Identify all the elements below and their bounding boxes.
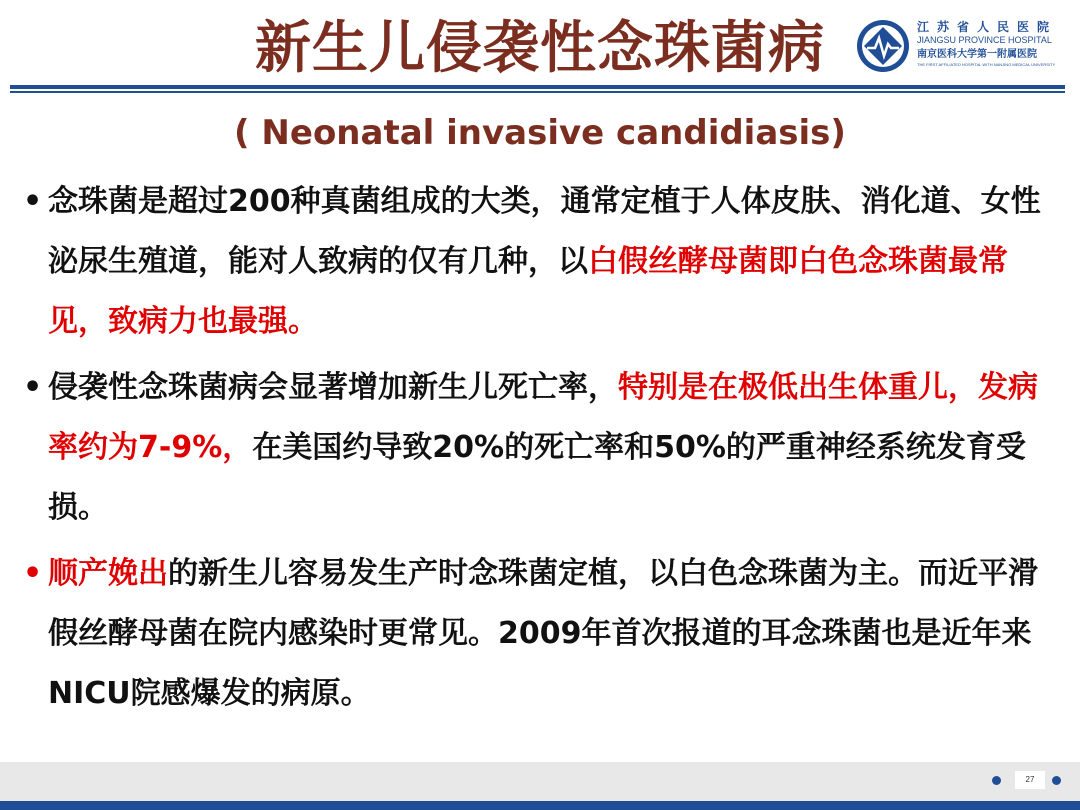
footer-dot-icon <box>992 776 1001 785</box>
bullet-dot-icon: • <box>23 556 43 591</box>
bullet-highlight: 特别是在极低出生体重儿，发病率约为7-9%， <box>48 370 1038 465</box>
slide-title: 新生儿侵袭性念珠菌病 <box>255 16 825 81</box>
footer-stripe <box>0 801 1080 810</box>
slide-subtitle: ( Neonatal invasive candidiasis) <box>234 113 846 153</box>
bullet-dot-icon: • <box>23 370 43 405</box>
bullet-highlight: 白假丝酵母菌即白色念珠菌最常见，致病力也最强。 <box>48 244 1008 339</box>
bullet-item <box>20 358 1065 538</box>
bullet-list <box>20 172 1065 730</box>
bullet-item <box>20 544 1065 724</box>
bullet-text: 侵袭性念珠菌病会显著增加新生儿死亡率， <box>48 370 618 405</box>
footer-dot-icon <box>1052 776 1061 785</box>
bullet-item <box>20 172 1065 352</box>
bullet-text: 念珠菌是超过200种真菌组成的大类，通常定植于人体皮肤、消化道、女性泌尿生殖道，能对人致病的仅有几种，以 <box>48 184 1041 279</box>
bullet-text: 的新生儿容易发生产时念珠菌定植，以白色念珠菌为主。而近平滑假丝酵母菌在院内感染时更常见。2009年首次报道的耳念珠菌也是近年来NICU院感爆发的病原。 <box>48 556 1038 711</box>
logo-affiliation: 南京医科大学第一附属医院 <box>917 49 1037 60</box>
hospital-logo <box>855 18 1060 74</box>
logo-affiliation-english: THE FIRST AFFILIATED HOSPITAL WITH NANJING MEDICAL UNIVERSITY <box>917 62 1056 67</box>
header-divider-thick <box>10 85 1065 89</box>
bullet-dot-icon: • <box>23 184 43 219</box>
logo-chinese-name: 江苏省人民医院 <box>917 20 1058 34</box>
header-divider-thin <box>10 91 1065 93</box>
logo-english-name: JIANGSU PROVINCE HOSPITAL <box>917 35 1052 45</box>
bullet-text: 在美国约导致20%的死亡率和50%的严重神经系统发育受损。 <box>48 430 1026 525</box>
hospital-emblem-icon <box>855 18 911 74</box>
page-number: 27 <box>1015 771 1045 789</box>
footer-bar <box>0 762 1080 802</box>
bullet-highlight: 顺产娩出 <box>48 556 168 591</box>
